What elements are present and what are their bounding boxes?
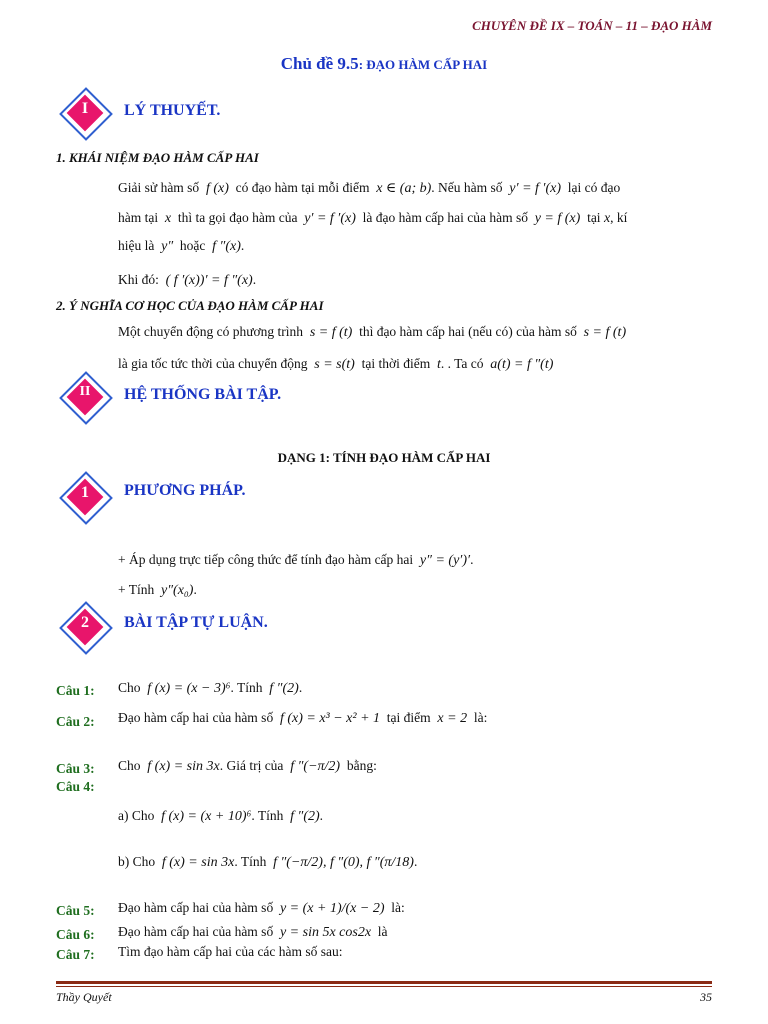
page-number: 35 <box>700 990 712 1004</box>
question-5-body: Đạo hàm cấp hai của hàm số y = (x + 1)/(x − 2) là: <box>118 900 405 916</box>
footer-rule-thin <box>56 986 712 987</box>
question-6: Câu 6: <box>56 927 95 942</box>
question-2-body: Đạo hàm cấp hai của hàm số f (x) = x³ − x² + 1 tại điểm x = 2 là: <box>118 710 488 726</box>
topic-title <box>0 54 768 74</box>
footer-author: Thầy Quyết <box>56 990 112 1004</box>
p1-line1: Giải sử hàm số f (x) có đạo hàm tại mỗi điểm x ∈ (a; b). Nếu hàm số y′ = f ′(x) lại có đạo <box>118 180 621 196</box>
p1-line4: Khi đó: ( f ′(x))′ = f ″(x). <box>118 272 257 288</box>
topic-main: : ĐẠO HÀM CẤP HAI <box>358 57 488 72</box>
section-badge-label: II <box>79 384 91 399</box>
question-2: Câu 2: <box>56 714 95 729</box>
page-header: CHUYÊN ĐỀ IX – TOÁN – 11 – ĐẠO HÀM <box>472 18 712 33</box>
question-3: Câu 3: <box>56 761 95 776</box>
method-bullet-1: + Áp dụng trực tiếp công thức để tính đạo hàm cấp hai y″ = (y′)′. <box>118 552 474 568</box>
section-badge-1 <box>60 88 110 138</box>
question-6-body: Đạo hàm cấp hai của hàm số y = sin 5x cos2x là <box>118 924 388 940</box>
p2-line1: Một chuyển động có phương trình s = f (t) thì đạo hàm cấp hai (nếu có) của hàm số s = f (t) <box>118 324 627 340</box>
method-bullet-2: + Tính y″(x₀). <box>118 582 197 598</box>
question-1: Câu 1: <box>56 683 95 698</box>
section-title-he-thong: HỆ THỐNG BÀI TẬP. <box>124 386 282 403</box>
question-4a-body: a) Cho f (x) = (x + 10)⁶. Tính f ″(2). <box>118 808 324 824</box>
subheading-khai-niem: 1. KHÁI NIỆM ĐẠO HÀM CẤP HAI <box>56 150 259 165</box>
p1-line2: hàm tại x thì ta gọi đạo hàm của y′ = f ′(x) là đạo hàm cấp hai của hàm số y = f (x) tại x, kí <box>118 210 628 226</box>
topic-prefix: Chủ đề 9.5 <box>280 54 359 73</box>
section-title-bai-tap: BÀI TẬP TỰ LUẬN. <box>124 614 268 631</box>
section-badge-3 <box>60 472 110 522</box>
question-1-body: Cho f (x) = (x − 3)⁶. Tính f ″(2). <box>118 680 303 696</box>
section-badge-2 <box>60 372 110 422</box>
question-4: Câu 4: <box>56 779 95 794</box>
section-title-ly-thuyet: LÝ THUYẾT. <box>124 102 221 119</box>
question-7: Câu 7: <box>56 947 95 962</box>
section-badge-label: I <box>81 100 89 117</box>
p2-line2: là gia tốc tức thời của chuyển động s = s(t) tại thời điểm t. . Ta có a(t) = f ″(t) <box>118 356 554 372</box>
section-badge-label: 1 <box>81 484 89 501</box>
dang-title: DẠNG 1: TÍNH ĐẠO HÀM CẤP HAI <box>277 450 491 465</box>
p1-line3: hiệu là y″ hoặc f ″(x). <box>118 238 245 254</box>
question-7-body: Tìm đạo hàm cấp hai của các hàm số sau: <box>118 944 343 959</box>
subheading-y-nghia: 2. Ý NGHĨA CƠ HỌC CỦA ĐẠO HÀM CẤP HAI <box>56 298 324 313</box>
footer-rule <box>56 981 712 984</box>
question-3-body: Cho f (x) = sin 3x. Giá trị của f ″(−π/2) bằng: <box>118 758 377 774</box>
section-badge-4 <box>60 602 110 652</box>
section-badge-label: 2 <box>81 614 89 631</box>
question-5: Câu 5: <box>56 903 95 918</box>
question-4b-body: b) Cho f (x) = sin 3x. Tính f ″(−π/2), f ″(0), f ″(π/18). <box>118 854 418 870</box>
section-title-phuong-phap: PHƯƠNG PHÁP. <box>124 482 246 499</box>
